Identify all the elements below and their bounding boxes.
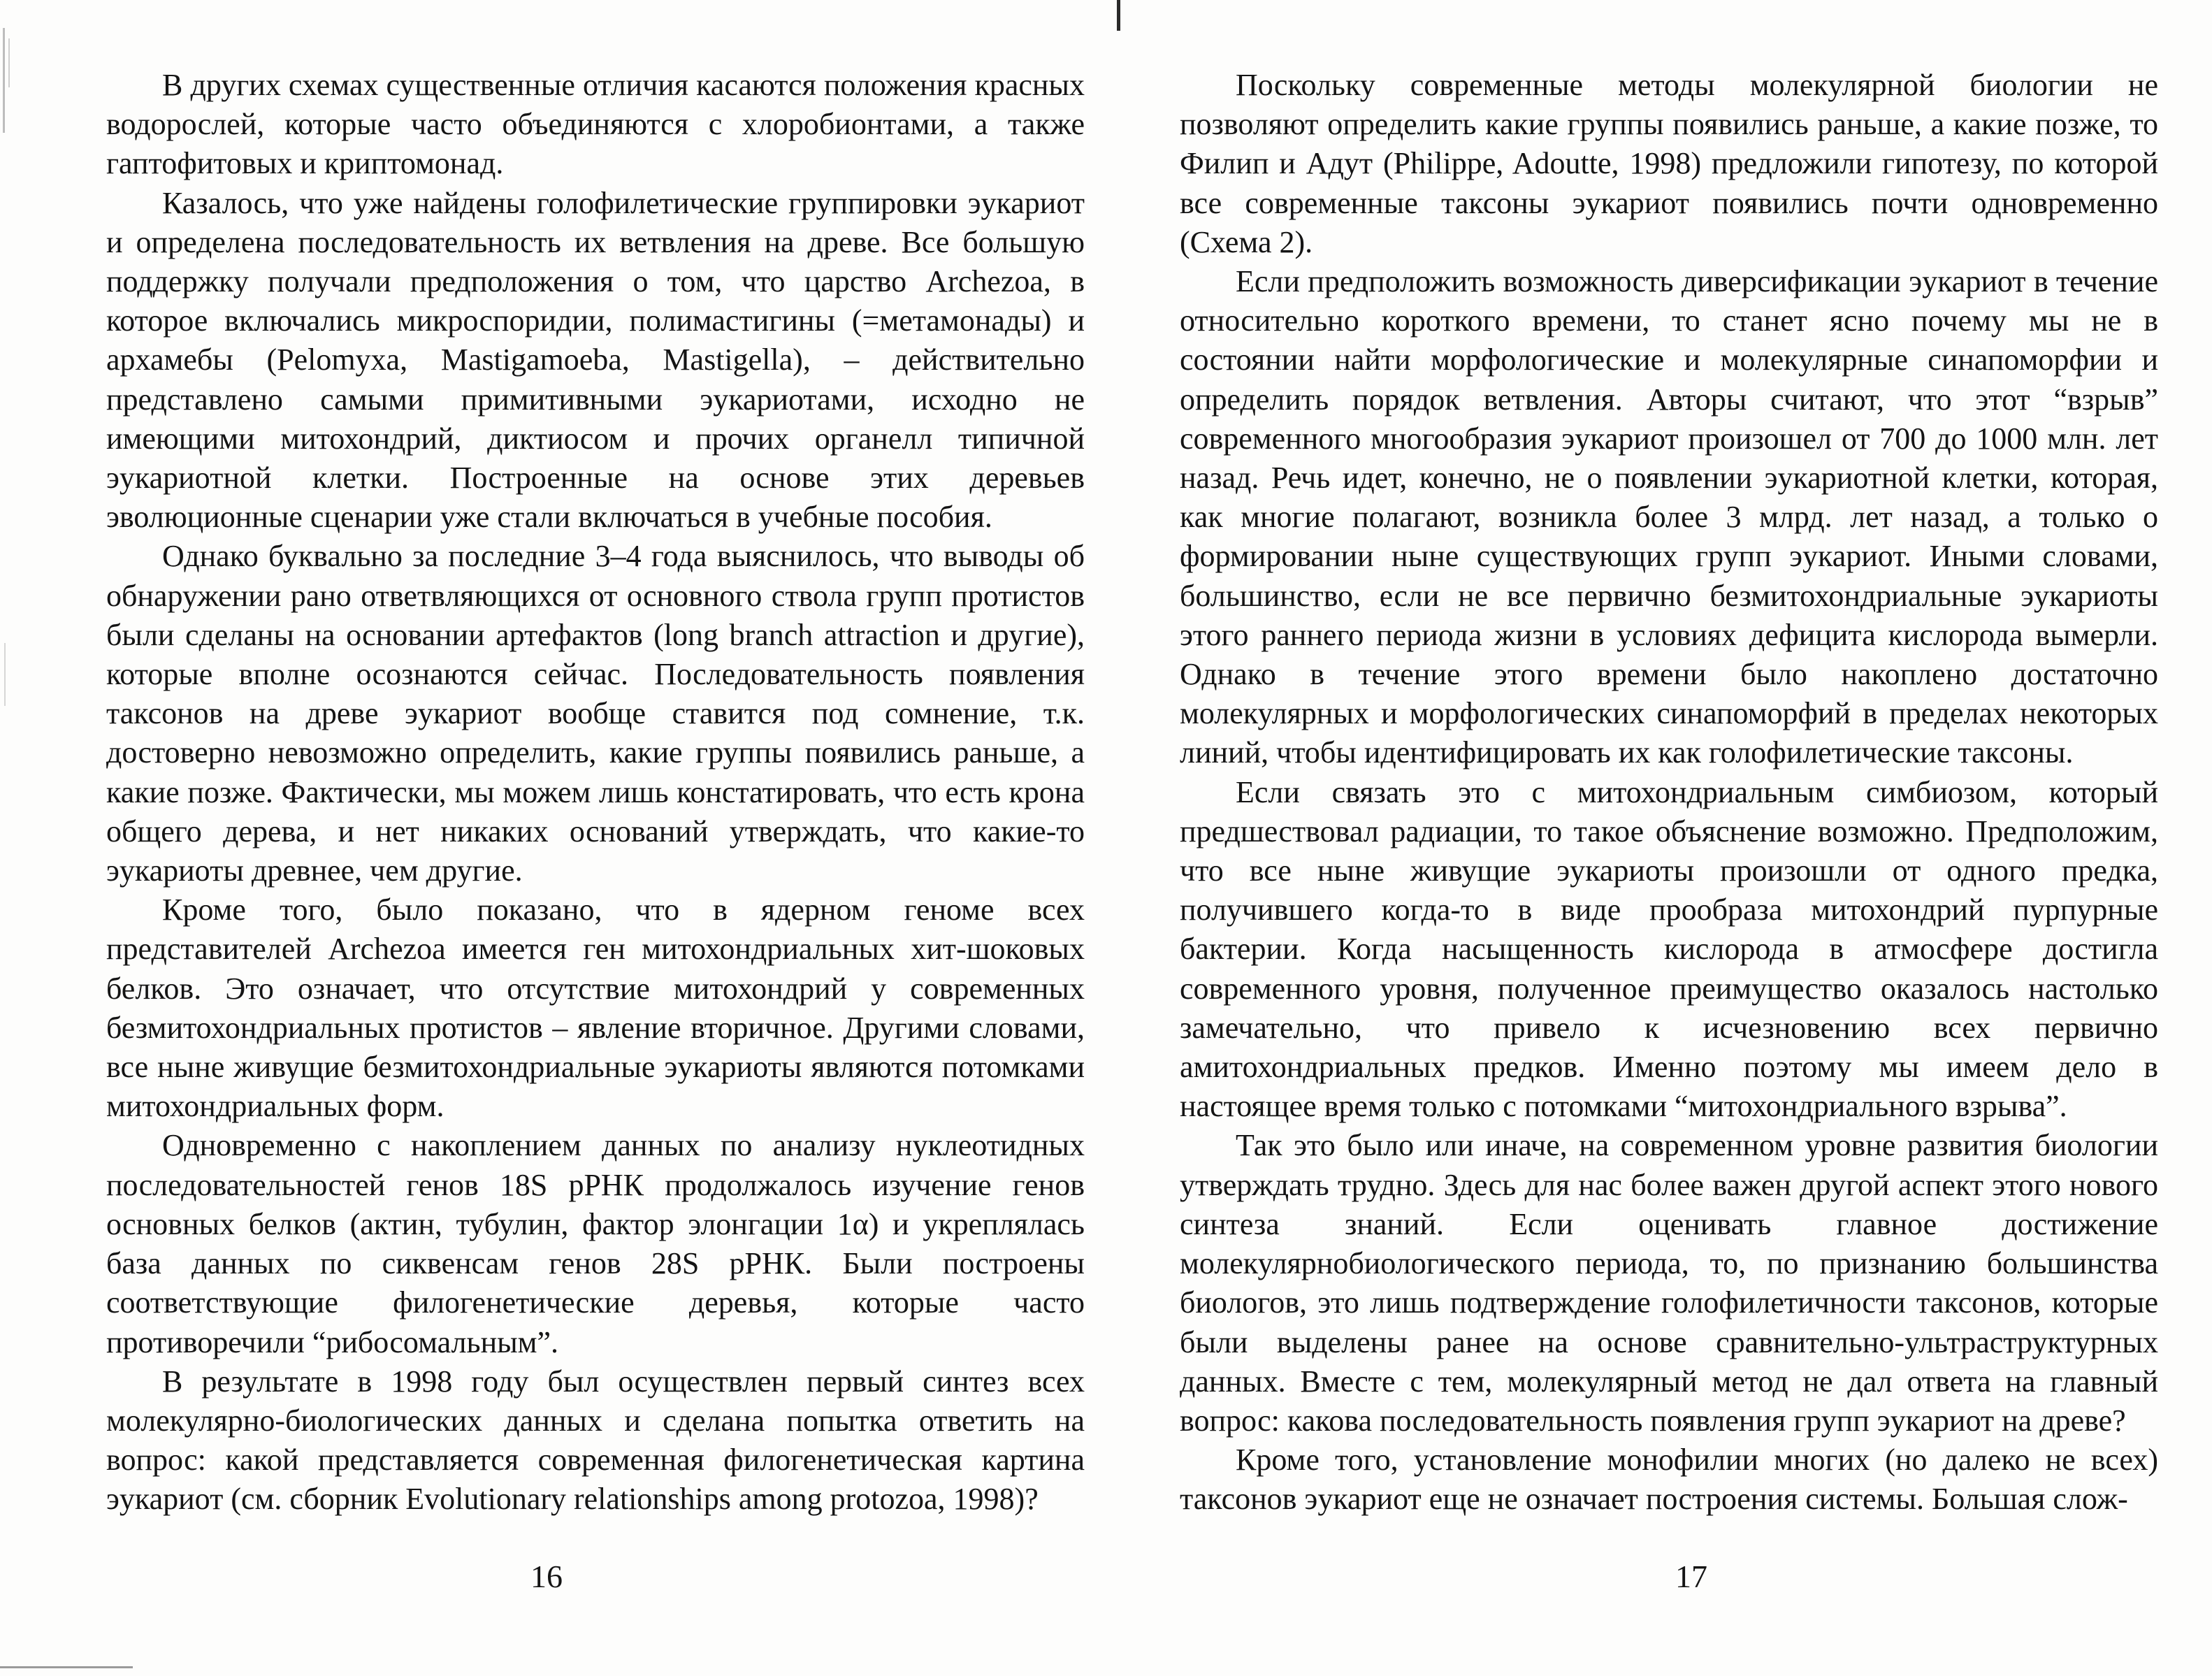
right-page-text	[1180, 66, 2158, 1519]
paragraph: Если предположить возможность диверсификации эукариот в течение относительно короткого времени, то станет ясно почему мы не в состоянии найти морфологические и молекулярные синапоморфии и определить порядок ветвления. Авторы считают, что этот “взрыв” современного многообразия эукариот произошел от 700 до 1000 млн. лет назад. Речь идет, конечно, не о появлении эукариотной клетки, которая, как многие полагают, возникла более 3 млрд. лет назад, а только о формировании ныне существующих групп эукариот. Иными словами, большинство, если не все первично безмитохондриальные эукариоты этого раннего периода жизни в условиях дефицита кислорода вымерли. Однако в течение этого времени было накоплено достаточно молекулярных и морфологических синапоморфий в пределах некоторых линий, чтобы идентифицировать их как голофилетические таксоны.	[1180, 264, 2158, 770]
paragraph: Кроме того, установление монофилии многих (но далеко не всех) таксонов эукариот еще не означает построения системы. Большая слож-	[1180, 1443, 2158, 1517]
paragraph: Если связать это с митохондриальным симбиозом, который предшествовал радиации, то такое объяснение возможно. Предположим, что все ныне живущие эукариоты произошли от одного предка, получившего когда-то в виде прообраза митохондрий пурпурные бактерии. Когда насыщенность кислорода в атмосфере достигла современного уровня, полученное преимущество оказалось настолько замечательно, что привело к исчезновению всех первично амитохондриальных предков. Именно поэтому мы имеем дело в настоящее время только с потомками “митохондриального взрыва”.	[1180, 774, 2158, 1124]
gutter-mark	[1117, 0, 1120, 31]
paragraph: Поскольку современные методы молекулярной биологии не позволяют определить какие группы появились раньше, а какие позже, то Филип и Адут (Philippe, Adoutte, 1998) предложили гипотезу, по которой все современные таксоны эукариот появились почти одновременно (Схема 2).	[1180, 68, 2158, 259]
paragraph: Так это было или иначе, на современном уровне развития биологии утверждать трудно. Здесь для нас более важен другой аспект этого нового синтеза знаний. Если оценивать главное достижение молекулярнобиологического периода, то, по признанию большинства биологов, это лишь подтверждение голофилетичности таксонов, которые были выделены ранее на основе сравнительно-ультраструктурных данных. Вместе с тем, молекулярный метод не дал ответа на главный вопрос: какова последовательность появления групп эукариот на древе?	[1180, 1128, 2158, 1438]
left-page	[106, 66, 1085, 1519]
paragraph: Кроме того, было показано, что в ядерном геноме всех представителей Archezoa имеется ген митохондриальных хит-шоковых белков. Это означает, что отсутствие митохондрий у современных безмитохондриальных протистов – явление вторичное. Другими словами, все ныне живущие безмитохондриальные эукариоты являются потомками митохондриальных форм.	[106, 893, 1085, 1124]
paragraph: Казалось, что уже найдены голофилетические группировки эукариот и определена последовательность их ветвления на древе. Все большую поддержку получали предположения о том, что царство Archezoa, в которое включались микроспоридии, полимастигины (=метамонады) и архамебы (Pelomyxa, Mastigamoeba, Mastigella), – действительно представлено самыми примитивными эукариотами, исходно не имеющими митохондрий, диктиосом и прочих органелл типичной эукариотной клетки. Построенные на основе этих деревьев эволюционные сценарии уже стали включаться в учебные пособия.	[106, 185, 1085, 535]
paragraph: В результате в 1998 году был осуществлен первый синтез всех молекулярно-биологических данных и сделана попытка ответить на вопрос: какой представляется современная филогенетическая картина эукариот (см. сборник Evolutionary relationships among protozoa, 1998)?	[106, 1364, 1085, 1517]
scan-bottom-rule	[0, 1666, 133, 1668]
scan-edge-mark	[8, 38, 10, 87]
left-page-text	[106, 66, 1085, 1519]
scan-edge-mark	[4, 643, 6, 706]
paragraph: Одновременно с накоплением данных по анализу нуклеотидных последовательностей генов 18S рРНК продолжалось изучение генов основных белков (актин, тубулин, фактор элонгации 1α) и укреплялась база данных по сиквенсам генов 28S рРНК. Были построены соответствующие филогенетические деревья, которые часто противоречили “рибосомальным”.	[106, 1128, 1085, 1359]
paragraph: В других схемах существенные отличия касаются положения красных водорослей, которые часто объединяются с хлоробионтами, а также гаптофитовых и криптомонад.	[106, 68, 1085, 181]
page-number-left: 16	[530, 1559, 563, 1594]
scan-edge-mark	[3, 28, 5, 133]
page-number-right: 17	[1675, 1559, 1707, 1594]
paragraph: Однако буквально за последние 3–4 года выяснилось, что выводы об обнаружении рано ответвляющихся от основного ствола групп протистов были сделаны на основании артефактов (long branch attraction и другие), которые вполне осознаются сейчас. Последовательность появления таксонов на древе эукариот вообще ставится под сомнение, т.к. достоверно невозможно определить, какие группы появились раньше, а какие позже. Фактически, мы можем лишь констатировать, что есть крона общего дерева, и нет никаких оснований утверждать, что какие-то эукариоты древнее, чем другие.	[106, 539, 1085, 888]
right-page	[1180, 66, 2158, 1519]
